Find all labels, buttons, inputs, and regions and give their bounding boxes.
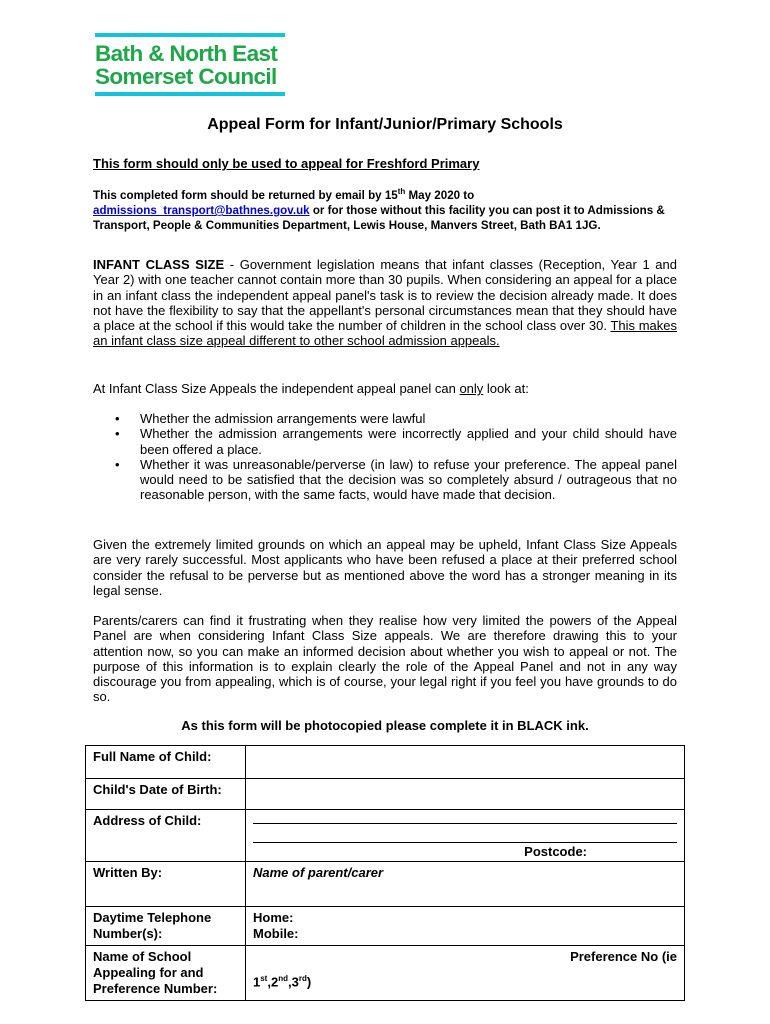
form-subtitle: This form should only be used to appeal for Freshford Primary	[93, 156, 480, 171]
home-label: Home:	[253, 910, 294, 925]
return-date-suffix: th	[397, 187, 406, 196]
logo-bottom-bar	[95, 92, 285, 96]
address-line-1	[253, 823, 677, 824]
lookat-only: only	[459, 381, 484, 396]
phone-label: Daytime Telephone Number(s):	[86, 907, 246, 946]
return-text-2: May 2020 to	[405, 188, 475, 202]
full-name-label: Full Name of Child:	[86, 746, 246, 779]
address-field[interactable]	[246, 810, 685, 862]
infant-body: - Government legislation means that infant classes (Reception, Year 1 and Year 2) with one teacher cannot contain more than 30 pupils. When considering an appeal for a place in an infant class the independent appeal panel's task is to review the decision already made. It does not have the flexibility to say that the appellant's personal circumstances mean that they should have a place at the school if this would take the number of children in the school class over 30.	[93, 257, 677, 334]
appeal-form-table	[85, 745, 685, 1001]
logo-line-2: Somerset Council	[95, 64, 277, 89]
address-label: Address of Child:	[86, 810, 246, 862]
written-by-label: Written By:	[86, 862, 246, 907]
bullet-text: Whether the admission arrangements were incorrectly applied and your child should have been offered a place.	[140, 426, 677, 457]
lookat-pre: At Infant Class Size Appeals the independent appeal panel can	[93, 381, 460, 396]
logo-line-1: Bath & North East	[95, 41, 278, 66]
bullet-text: Whether it was unreasonable/perverse (in law) to refuse your preference. The appeal panel would need to be satisfied that the decision was so completely absurd / outrageous that no reasonable person, with the same facts, would have made that decision.	[140, 456, 677, 503]
look-at-paragraph	[93, 381, 677, 396]
preference-label: Preference No (ie	[570, 949, 677, 964]
bullet-icon: •	[115, 426, 120, 442]
ord-1-sup: st	[260, 974, 268, 983]
preference-ordinals	[253, 971, 677, 990]
given-paragraph: Given the extremely limited grounds on which an appeal may be upheld, Infant Class Size Appeals are very rarely successful. Most applicants who have been refused a place at their preferred school consider the refusal to be perverse but as mentioned above the word has a stronger meaning in its legal sense.	[93, 537, 677, 598]
parents-paragraph: Parents/carers can find it frustrating when they realise how very limited the powers of the Appeal Panel are when considering Infant Class Size appeals. We are therefore drawing this to your attention now, so you can make an informed decision about whether you wish to appeal or not. The purpose of this information is to explain clearly the role of the Appeal Panel and not in any way discourage you from appealing, which is of course, your legal right if you feel you have grounds to do so.	[93, 613, 677, 705]
grounds-list	[93, 411, 677, 503]
school-label: Name of School Appealing for and Preference Number:	[86, 946, 246, 1001]
list-item	[93, 411, 677, 426]
lookat-post: look at:	[483, 381, 529, 396]
dob-label: Child's Date of Birth:	[86, 779, 246, 810]
council-logo	[95, 33, 285, 96]
infant-class-size-paragraph	[93, 257, 677, 349]
ord-2-sup: nd	[278, 974, 288, 983]
return-instructions	[93, 184, 693, 233]
postcode-label: Postcode:	[524, 844, 587, 859]
return-text-3: or for those without this facility you can post it to Admissions & Transport, People & Communities Department, Lewis House, Manvers Street, Bath BA1 1JG.	[93, 204, 665, 233]
infant-underlined: This makes an infant class size appeal different to other school admission appeals.	[93, 318, 677, 349]
ord-2: ,2	[267, 974, 279, 990]
phone-field[interactable]	[246, 907, 685, 946]
bullet-icon: •	[115, 456, 120, 472]
bullet-text: Whether the admission arrangements were lawful	[140, 411, 426, 426]
dob-field[interactable]	[246, 779, 685, 810]
ord-3: ,3	[287, 974, 299, 990]
mobile-label: Mobile:	[253, 926, 299, 941]
ord-close: )	[306, 974, 312, 990]
address-line-2	[253, 842, 677, 843]
email-link[interactable]: admissions_transport@bathnes.gov.uk	[93, 204, 310, 218]
ord-3-sup: rd	[298, 974, 307, 983]
written-by-field[interactable]	[246, 862, 685, 907]
full-name-field[interactable]	[246, 746, 685, 779]
logo-text	[95, 37, 285, 92]
name-parent-hint: Name of parent/carer	[253, 865, 384, 880]
list-item	[93, 426, 677, 457]
list-item	[93, 457, 677, 503]
infant-heading: INFANT CLASS SIZE	[93, 257, 225, 272]
page-title: Appeal Form for Infant/Junior/Primary Schools	[207, 116, 563, 133]
bullet-icon: •	[115, 411, 120, 426]
ord-1: 1	[253, 974, 261, 990]
school-field[interactable]	[246, 946, 685, 1001]
black-ink-notice: As this form will be photocopied please complete it in BLACK ink.	[181, 718, 589, 733]
return-text-1: This completed form should be returned by email by 15	[93, 188, 398, 202]
